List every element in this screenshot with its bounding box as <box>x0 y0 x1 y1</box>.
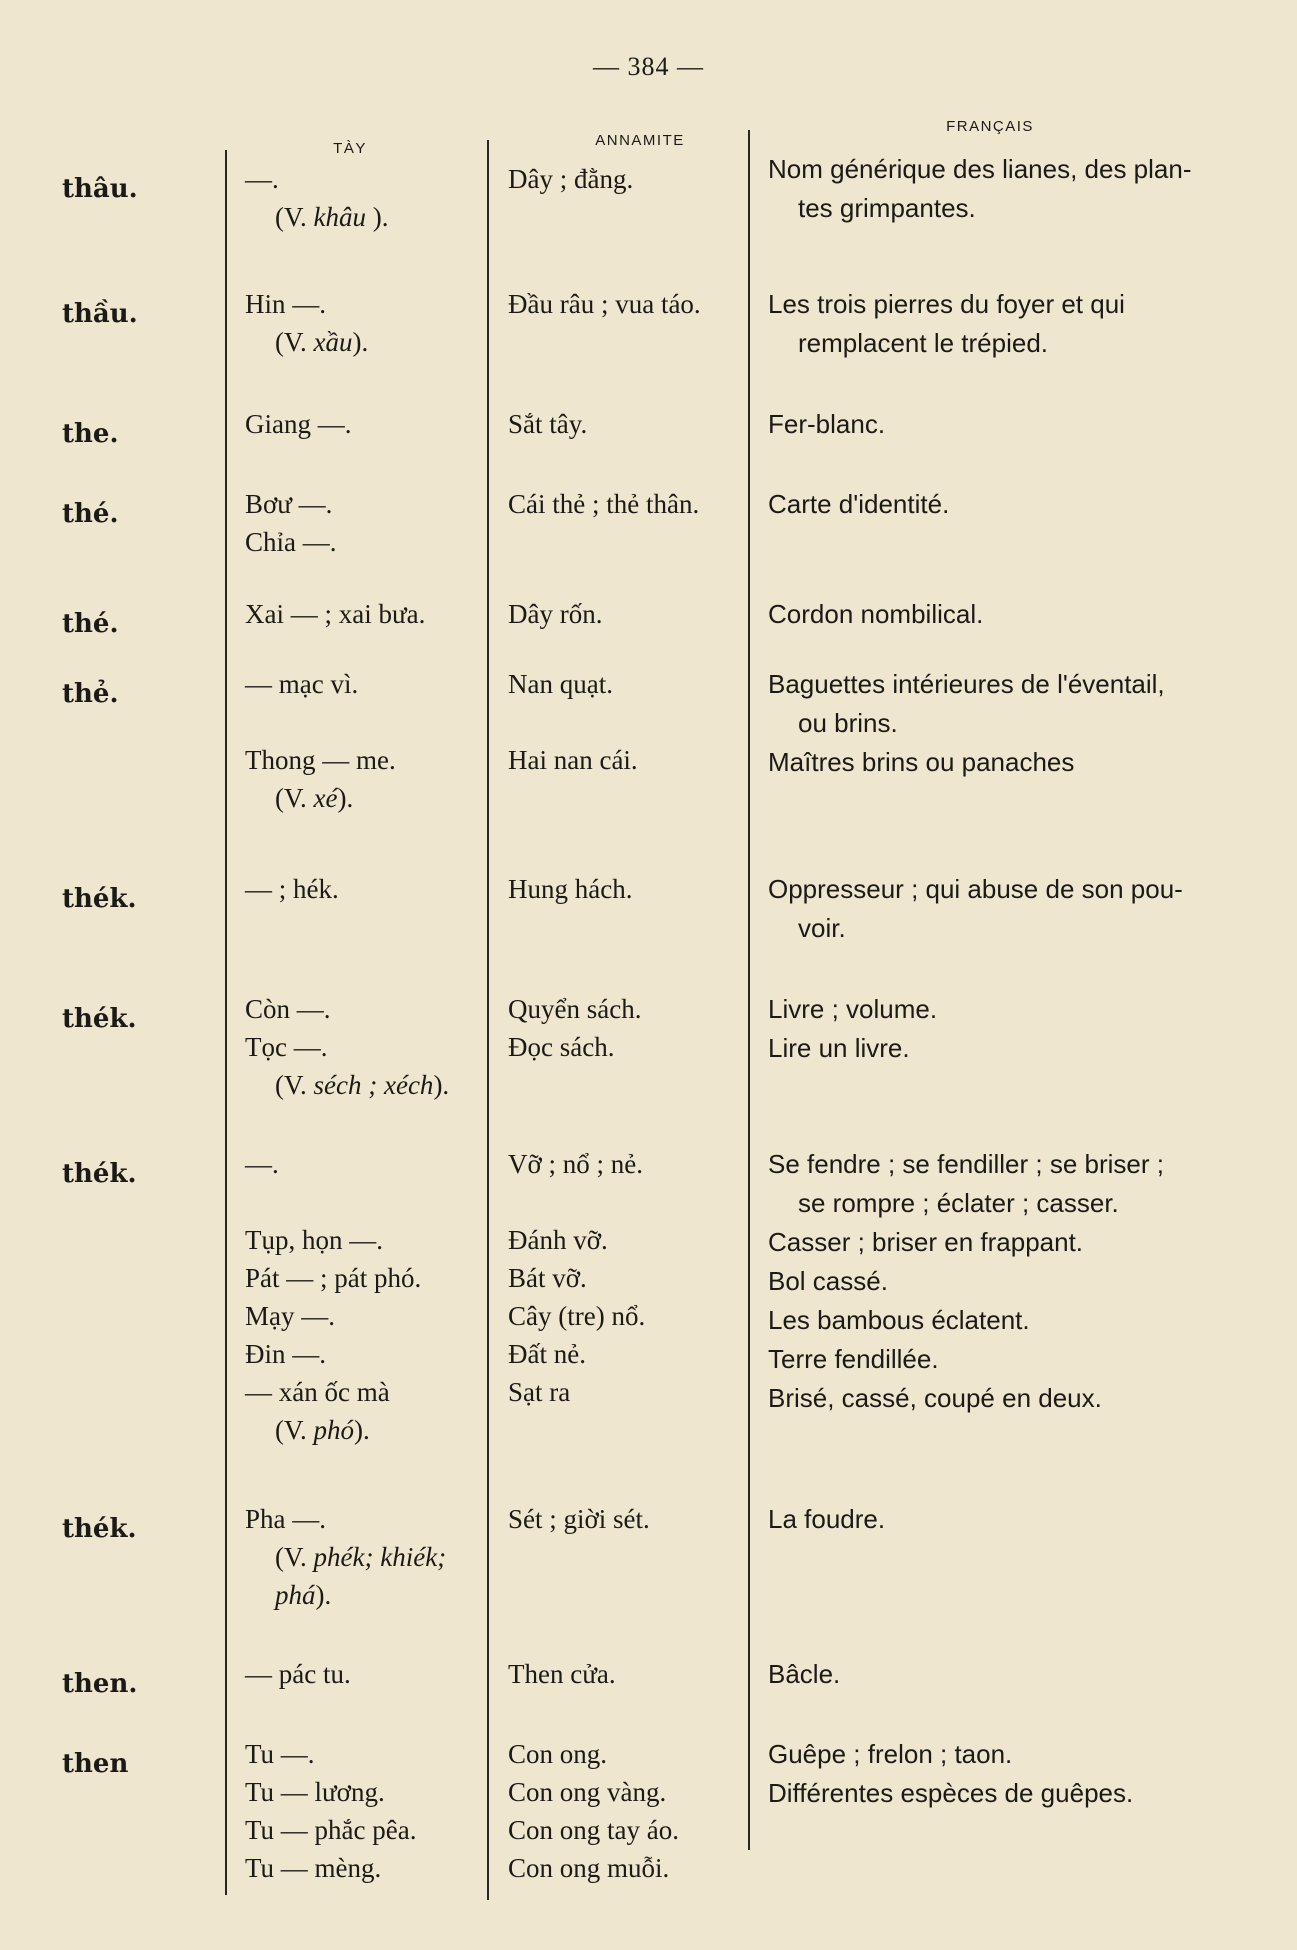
francais-text: Guêpe ; frelon ; taon. <box>768 1739 1013 1769</box>
tay-text: —. <box>245 164 279 194</box>
cross-reference <box>245 198 485 236</box>
francais-text: Casser ; briser en frappant. <box>768 1227 1084 1257</box>
tay-column <box>245 1735 485 1887</box>
headword: thé. <box>62 499 119 529</box>
column-rule-1 <box>225 150 227 1895</box>
annamite-column <box>508 285 748 323</box>
cross-reference-suffix: ). <box>315 1580 332 1610</box>
francais-text: Fer-blanc. <box>768 409 886 439</box>
francais-text: Nom générique des lianes, des plan- <box>768 154 1192 184</box>
tay-text: — pác tu. <box>245 1659 351 1689</box>
francais-column <box>768 485 1248 524</box>
annamite-text: Dây rốn. <box>508 599 603 629</box>
cross-reference <box>245 1538 485 1576</box>
francais-text: Se fendre ; se fendiller ; se briser ; <box>768 1149 1164 1179</box>
tay-text: Xai — ; xai bưa. <box>245 599 426 629</box>
annamite-text: Sạt ra <box>508 1377 571 1407</box>
cross-reference <box>245 323 485 361</box>
annamite-text: Cây (tre) nổ. <box>508 1301 646 1331</box>
annamite-text: Cái thẻ ; thẻ thân. <box>508 489 700 519</box>
francais-column <box>768 1500 1248 1539</box>
annamite-text <box>508 703 748 741</box>
francais-column <box>768 1145 1248 1418</box>
headword: thék. <box>62 1514 137 1544</box>
tay-text: — ; hék. <box>245 874 339 904</box>
francais-column <box>768 150 1248 228</box>
francais-text: remplacent le trépied. <box>798 328 1049 358</box>
annamite-column <box>508 870 748 908</box>
cross-reference-prefix: (V. <box>275 1415 314 1445</box>
tay-text: Tu — phắc pêa. <box>245 1815 417 1845</box>
tay-text: Pát — ; pát phó. <box>245 1263 422 1293</box>
francais-text: Cordon nombilical. <box>768 599 984 629</box>
annamite-text: Con ong muỗi. <box>508 1853 670 1883</box>
tay-text <box>245 1183 485 1221</box>
francais-text: Livre ; volume. <box>768 994 938 1024</box>
headword: thâu. <box>62 174 138 204</box>
tay-column <box>245 870 485 908</box>
annamite-text: Then cửa. <box>508 1659 616 1689</box>
francais-text: Maîtres brins ou panaches <box>768 747 1075 777</box>
tay-column <box>245 990 485 1104</box>
header-tay: TÀY <box>333 140 367 157</box>
francais-text: Oppresseur ; qui abuse de son pou- <box>768 874 1183 904</box>
annamite-text: Nan quạt. <box>508 669 613 699</box>
annamite-column <box>508 1145 748 1411</box>
annamite-text: Đất nẻ. <box>508 1339 586 1369</box>
francais-text: Terre fendillée. <box>768 1344 939 1374</box>
francais-text: Carte d'identité. <box>768 489 950 519</box>
francais-text: tes grimpantes. <box>798 193 976 223</box>
cross-reference <box>245 1066 485 1104</box>
headword: thék. <box>62 1004 137 1034</box>
headword: thék. <box>62 884 137 914</box>
cross-reference <box>245 1576 485 1614</box>
francais-column <box>768 870 1248 948</box>
annamite-text: Quyển sách. <box>508 994 642 1024</box>
page-number: — 384 — <box>593 52 704 81</box>
header-annamite: ANNAMITE <box>595 132 685 149</box>
francais-text: Baguettes intérieures de l'éventail, <box>768 669 1165 699</box>
tay-column <box>245 160 485 236</box>
tay-text: Hin —. <box>245 289 326 319</box>
tay-column <box>245 665 485 817</box>
francais-column <box>768 595 1248 634</box>
tay-text: Còn —. <box>245 994 331 1024</box>
headword: thék. <box>62 1159 137 1189</box>
tay-column <box>245 1655 485 1693</box>
tay-column <box>245 595 485 633</box>
cross-reference-suffix: ). <box>366 202 389 232</box>
annamite-text <box>508 1183 748 1221</box>
annamite-column <box>508 1735 748 1887</box>
cross-reference-prefix: (V. <box>275 783 314 813</box>
column-rule-3 <box>748 130 750 1850</box>
tay-text: Tọc —. <box>245 1032 328 1062</box>
francais-text: Bol cassé. <box>768 1266 888 1296</box>
annamite-text: Con ong. <box>508 1739 608 1769</box>
francais-text: ou brins. <box>798 708 898 738</box>
tay-column <box>245 485 485 561</box>
tay-text: Giang —. <box>245 409 352 439</box>
header-francais: FRANÇAIS <box>946 118 1034 135</box>
annamite-text: Hung hách. <box>508 874 633 904</box>
headword: then. <box>62 1669 138 1699</box>
tay-column <box>245 1145 485 1449</box>
tay-text: — mạc vì. <box>245 669 359 699</box>
annamite-column <box>508 990 748 1066</box>
francais-column <box>768 405 1248 444</box>
headword: the. <box>62 419 119 449</box>
tay-text: Tụp, họn —. <box>245 1225 383 1255</box>
annamite-text: Đầu râu ; vua táo. <box>508 289 701 319</box>
cross-reference-prefix: (V. <box>275 327 314 357</box>
cross-reference-prefix: (V. <box>275 1070 314 1100</box>
annamite-text: Con ong vàng. <box>508 1777 667 1807</box>
francais-text: Bâcle. <box>768 1659 841 1689</box>
cross-reference <box>245 1411 485 1449</box>
annamite-text: Sắt tây. <box>508 409 588 439</box>
tay-text: Mạy —. <box>245 1301 335 1331</box>
francais-column <box>768 665 1248 782</box>
annamite-column <box>508 665 748 779</box>
cross-reference-suffix: ). <box>354 1415 370 1445</box>
tay-column <box>245 1500 485 1614</box>
annamite-text: Vỡ ; nổ ; nẻ. <box>508 1149 644 1179</box>
cross-reference-word: phá <box>275 1580 316 1610</box>
tay-text: — xán ốc mà <box>245 1377 390 1407</box>
annamite-column <box>508 1655 748 1693</box>
cross-reference-suffix: ). <box>352 327 369 357</box>
tay-text: Bơư —. <box>245 489 333 519</box>
annamite-text: Đọc sách. <box>508 1032 615 1062</box>
cross-reference-suffix: ). <box>337 783 354 813</box>
headword: then <box>62 1749 129 1779</box>
francais-column <box>768 1735 1248 1813</box>
francais-text: Brisé, cassé, coupé en deux. <box>768 1383 1102 1413</box>
annamite-text: Dây ; đằng. <box>508 164 634 194</box>
tay-text: Thong — me. <box>245 745 396 775</box>
annamite-text: Sét ; giời sét. <box>508 1504 650 1534</box>
francais-column <box>768 990 1248 1068</box>
cross-reference-word: xầu <box>313 327 353 357</box>
cross-reference-word: phó <box>313 1415 355 1445</box>
column-rule-2 <box>487 140 489 1900</box>
annamite-column <box>508 160 748 198</box>
tay-text: Đin —. <box>245 1339 326 1369</box>
annamite-column <box>508 485 748 523</box>
francais-text: se rompre ; éclater ; casser. <box>798 1188 1119 1218</box>
headword: thẻ. <box>62 679 119 709</box>
cross-reference <box>245 779 485 817</box>
francais-text: Lire un livre. <box>768 1033 910 1063</box>
cross-reference-word: xé <box>313 783 338 813</box>
cross-reference-suffix: ). <box>433 1070 450 1100</box>
francais-text: Les bambous éclatent. <box>768 1305 1030 1335</box>
annamite-column <box>508 1500 748 1538</box>
tay-text: Pha —. <box>245 1504 326 1534</box>
tay-text: Tu — lương. <box>245 1777 385 1807</box>
francais-column <box>768 1655 1248 1694</box>
annamite-text: Bát vỡ. <box>508 1263 587 1293</box>
francais-text: voir. <box>798 913 846 943</box>
annamite-column <box>508 595 748 633</box>
annamite-text: Hai nan cái. <box>508 745 638 775</box>
tay-text: Tu —. <box>245 1739 315 1769</box>
tay-text: —. <box>245 1149 279 1179</box>
cross-reference-word: khâu <box>313 202 366 232</box>
cross-reference-word: phék; khiék; <box>313 1542 447 1572</box>
tay-column <box>245 285 485 361</box>
francais-text: Les trois pierres du foyer et qui <box>768 289 1125 319</box>
annamite-column <box>508 405 748 443</box>
tay-column <box>245 405 485 443</box>
cross-reference-prefix: (V. <box>275 1542 314 1572</box>
headword: thé. <box>62 609 119 639</box>
annamite-text: Con ong tay áo. <box>508 1815 679 1845</box>
francais-column <box>768 285 1248 363</box>
cross-reference-prefix: (V. <box>275 202 314 232</box>
cross-reference-word: séch ; xéch <box>313 1070 434 1100</box>
tay-text: Chỉa —. <box>245 527 337 557</box>
francais-text: La foudre. <box>768 1504 886 1534</box>
annamite-text: Đánh vỡ. <box>508 1225 608 1255</box>
tay-text <box>245 703 485 741</box>
tay-text: Tu — mèng. <box>245 1853 382 1883</box>
francais-text: Différentes espèces de guêpes. <box>768 1778 1134 1808</box>
headword: thầu. <box>62 299 138 329</box>
